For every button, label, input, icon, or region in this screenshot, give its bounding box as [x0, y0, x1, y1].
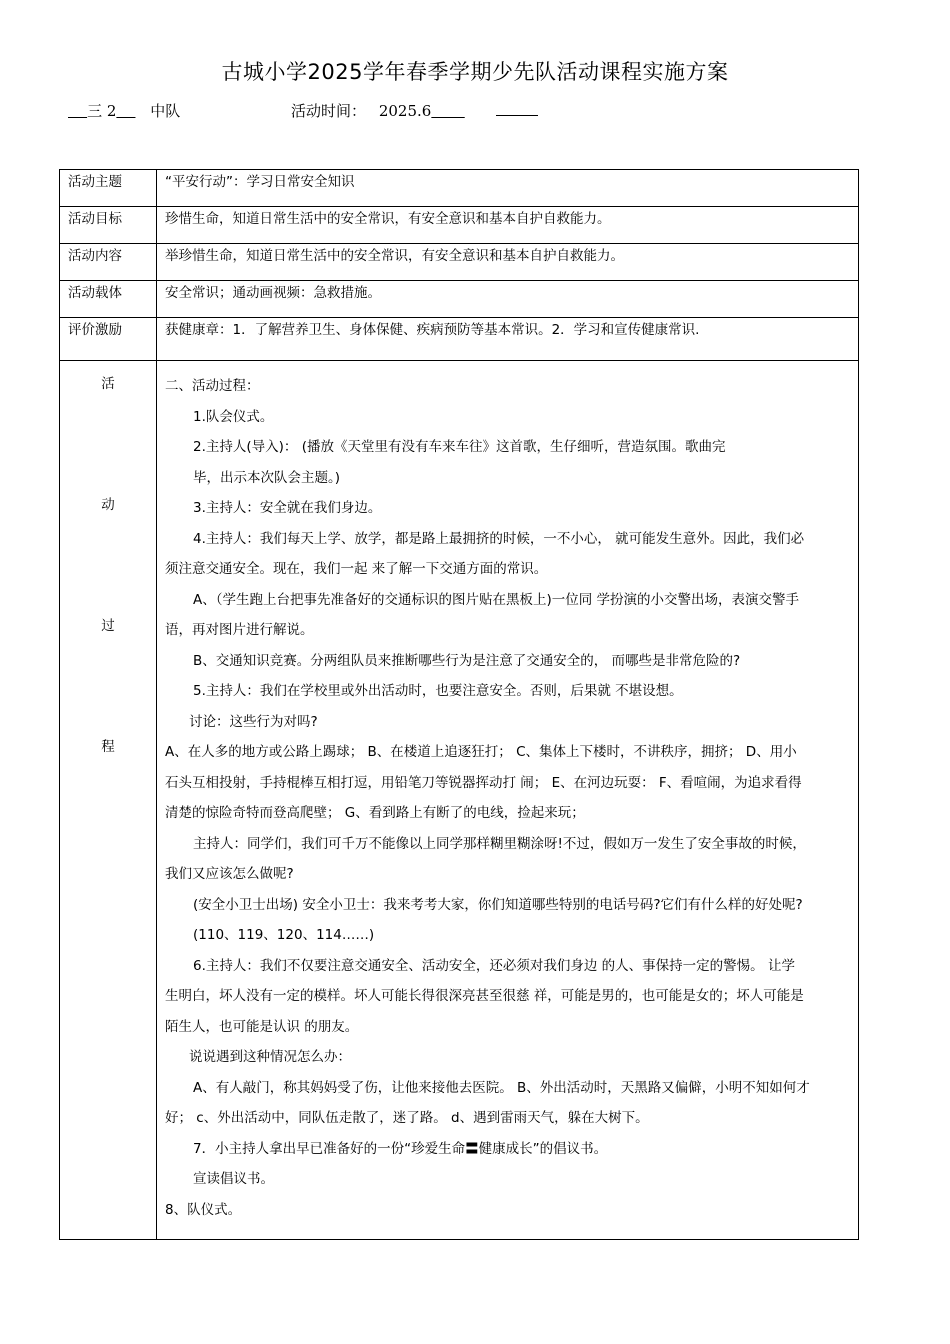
process-step: 语，再对图片进行解说。 [165, 622, 314, 638]
process-label-char: 程 [101, 739, 115, 755]
process-heading: 二、活动过程： [165, 378, 260, 394]
process-step: 清楚的惊险奇特而登高爬壁； G、看到路上有断了的电线，捡起来玩； [165, 805, 585, 821]
process-step: A、（学生跑上台把事先准备好的交通标识的图片贴在黑板上)一位同 学扮演的小交警出场，表演交警手 [193, 591, 800, 608]
table-row [60, 244, 859, 281]
process-step: 6.主持人：我们不仅要注意交通安全、活动安全，还必须对我们身边 的人、事保持一定的警惕。 让学 [193, 957, 795, 974]
process-step: B、交通知识竞赛。分两组队员来推断哪些行为是注意了交通安全的， 而哪些是非常危险的? [193, 652, 741, 669]
carrier-label: 活动载体 [60, 281, 157, 318]
header-info-line [68, 100, 538, 121]
content-label: 活动内容 [60, 244, 157, 281]
process-step: (安全小卫士出场) 安全小卫士：我来考考大家，你们知道哪些特别的电话号码?它们有什么样的好处呢? [193, 896, 803, 913]
table-row [60, 281, 859, 318]
process-step: 2.主持人(导入)： (播放《天堂里有没有车来车往》这首歌，生仔细听，营造氛围。歌曲完 [193, 439, 726, 455]
process-step: 3.主持人：安全就在我们身边。 [193, 500, 382, 516]
table-row [60, 318, 859, 361]
process-step: 石头互相投射，手持棍棒互相打逗，用铅笔刀等锐器挥动打 闹； E、在河边玩耍： F、看喧闹，为追求看得 [165, 774, 802, 791]
process-step: 主持人：同学们，我们可千万不能像以上同学那样糊里糊涂呀!不过，假如万一发生了安全事故的时候， [193, 835, 806, 852]
page-title: 古城小学2025学年春季学期少先队活动课程实施方案 [221, 60, 729, 84]
time-value: 2025.6 [378, 102, 432, 120]
reward-label: 评价激励 [60, 318, 157, 361]
table-row [60, 170, 859, 207]
content-value: 举珍惜生命，知道日常生活中的安全常识，有安全意识和基本自护自救能力。 [157, 244, 859, 281]
process-step: 陌生人，也可能是认识 的朋友。 [165, 1018, 359, 1035]
goal-value: 珍惜生命，知道日常生活中的安全常识，有安全意识和基本自护自救能力。 [157, 207, 859, 244]
process-label-char: 活 [101, 376, 115, 392]
process-step: 须注意交通安全。现在，我们一起 来了解一下交通方面的常识。 [165, 561, 548, 577]
process-label [60, 361, 157, 1240]
process-step: 好； c、外出活动中，同队伍走散了，迷了路。 d、遇到雷雨天气，躲在大树下。 [165, 1110, 649, 1126]
process-step: 8、队仪式。 [165, 1201, 242, 1218]
theme-value: “平安行动”：学习日常安全知识 [157, 170, 859, 207]
process-step: 5.主持人：我们在学校里或外出活动时，也要注意安全。否则，后果就 不堪设想。 [193, 683, 683, 699]
process-label-char: 过 [101, 618, 115, 634]
theme-label: 活动主题 [60, 170, 157, 207]
process-step: 4.主持人：我们每天上学、放学，都是路上最拥挤的时候，一不小心， 就可能发生意外。因此，我们必 [193, 530, 805, 547]
time-label: 活动时间： [291, 102, 367, 120]
class-name: 三 2 [87, 102, 117, 120]
process-content [157, 361, 859, 1240]
process-step: 1.队会仪式。 [193, 408, 274, 425]
process-step: 宣读倡议书。 [193, 1171, 274, 1187]
process-step: 生明白，坏人没有一定的模样。坏人可能长得很深亮甚至很慈 祥，可能是男的，也可能是女的；坏人可能是 [165, 988, 804, 1004]
process-step: (110、119、120、114……) [193, 927, 375, 943]
table-row [60, 361, 859, 1240]
process-step: 说说遇到这种情况怎么办： [189, 1049, 351, 1065]
process-step: 我们又应该怎么做呢? [165, 866, 294, 882]
process-step: A、在人多的地方或公路上踢球； B、在楼道上追逐狂打； C、集体上下楼时，不讲秩序，拥挤； D、用小 [165, 744, 797, 760]
reward-value: 获健康章：1．了解营养卫生、身体保健、疾病预防等基本常识。2．学习和宣传健康常识. [157, 318, 859, 361]
squad-label: 中队 [150, 102, 181, 120]
carrier-value: 安全常识；通动画视频：急救措施。 [157, 281, 859, 318]
process-label-char: 动 [101, 497, 115, 513]
activity-plan-table [59, 169, 859, 1240]
goal-label: 活动目标 [60, 207, 157, 244]
process-step: 毕，出示本次队会主题。) [193, 469, 341, 486]
blank-line [496, 101, 538, 116]
process-step: 讨论：这些行为对吗? [189, 713, 318, 730]
process-step: 7．小主持人拿出早已准备好的一份“珍爱生命〓健康成长”的倡议书。 [193, 1140, 608, 1157]
process-step: A、有人敲门，称其妈妈受了伤，让他来接他去医院。 B、外出活动时，天黑路又偏僻，小明不知如何才 [193, 1079, 810, 1096]
table-row [60, 207, 859, 244]
